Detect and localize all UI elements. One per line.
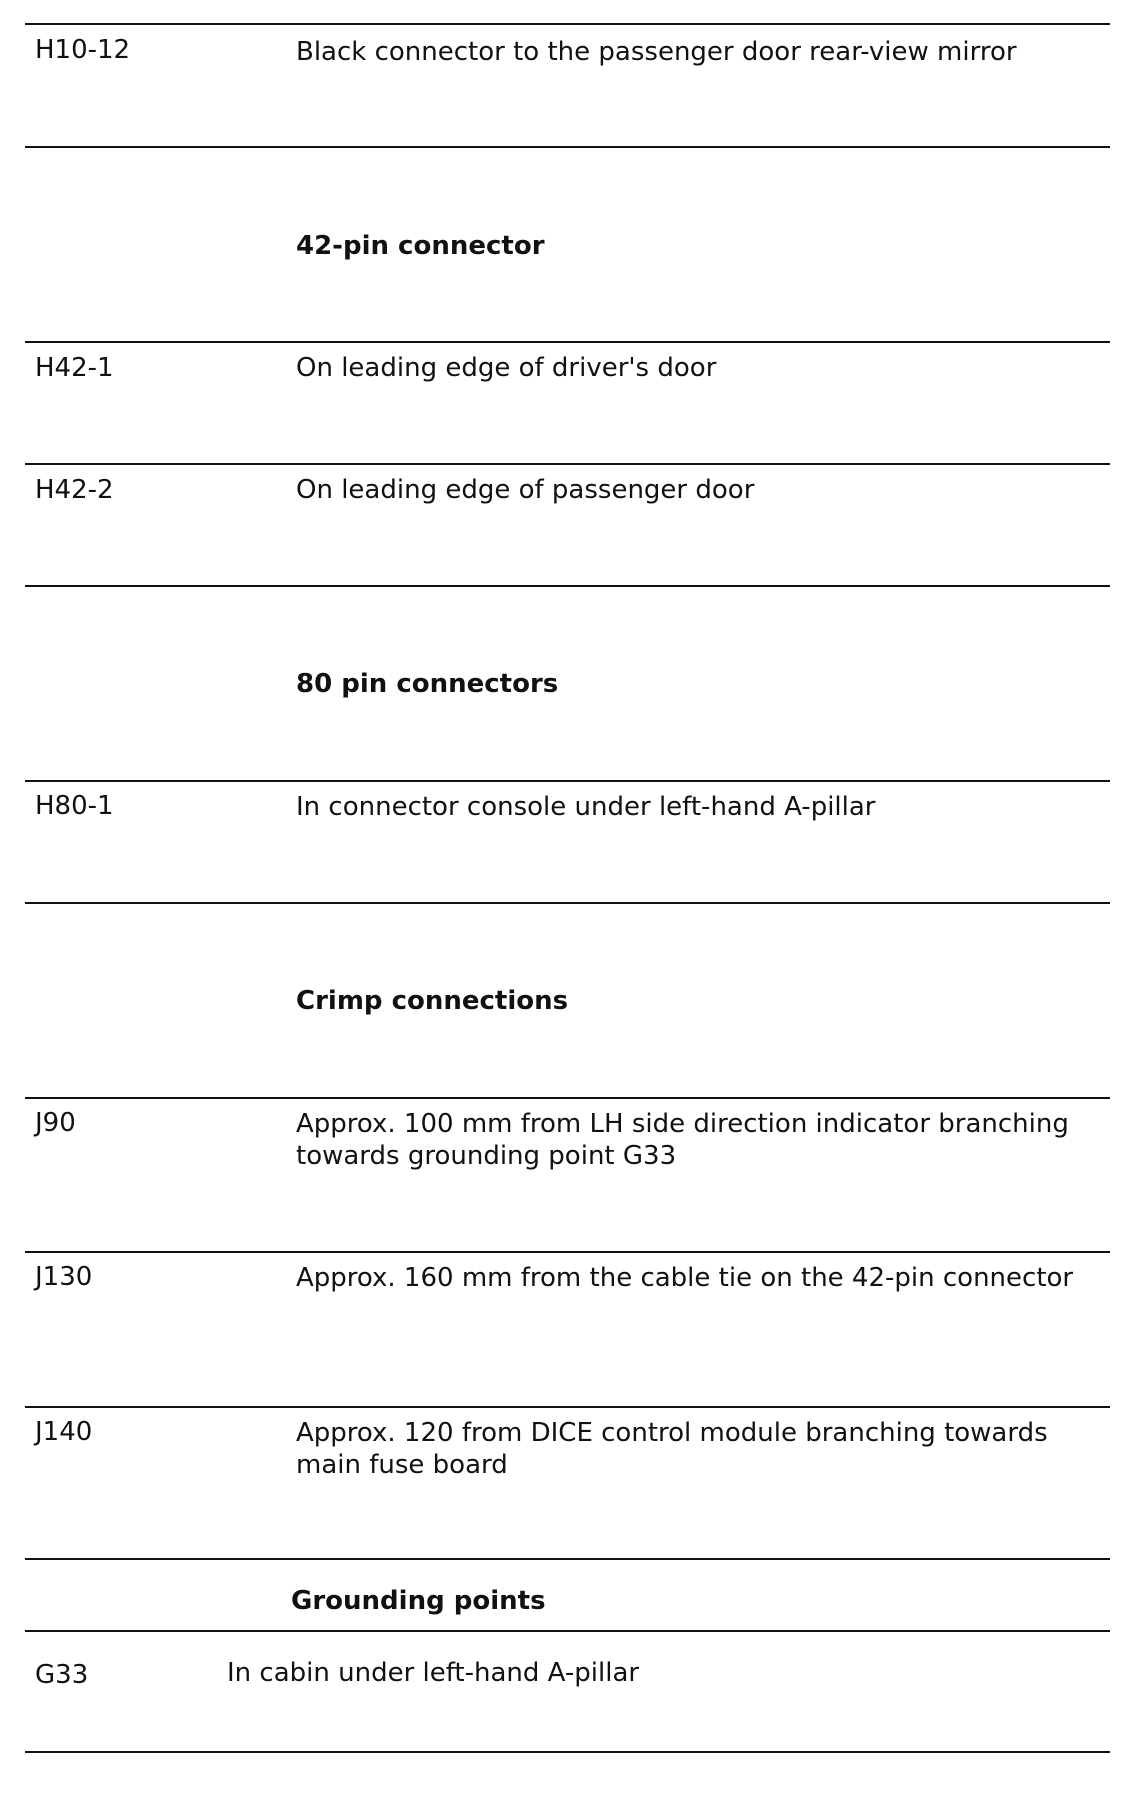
connector-location: In connector console under left-hand A-pillar [296,792,876,822]
section-heading: 80 pin connectors [296,669,559,699]
divider-line [25,463,1110,465]
connector-location: Approx. 100 mm from LH side direction indicator branching towards grounding point G33 [296,1109,1069,1171]
divider-line [25,1558,1110,1560]
section-heading: 42-pin connector [296,231,545,261]
connector-code: G33 [35,1660,89,1690]
divider-line [25,1630,1110,1632]
connector-location: On leading edge of driver's door [296,353,717,383]
divider-line [25,1751,1110,1753]
connector-code: J140 [35,1417,93,1447]
section-heading: Crimp connections [296,986,569,1016]
connector-location: Approx. 120 from DICE control module branching towards main fuse board [296,1418,1048,1480]
section-heading: Grounding points [291,1586,546,1616]
connector-code: J90 [35,1108,76,1138]
divider-line [25,1097,1110,1099]
divider-line [25,1251,1110,1253]
divider-line [25,341,1110,343]
connector-code: H42-1 [35,353,114,383]
connector-location: Approx. 160 mm from the cable tie on the 42-pin connector [296,1263,1074,1293]
connector-code: H42-2 [35,475,114,505]
divider-line [25,902,1110,904]
divider-line [25,585,1110,587]
connector-location: On leading edge of passenger door [296,475,755,505]
connector-code: J130 [35,1262,93,1292]
connector-code: H80-1 [35,791,114,821]
divider-line [25,1406,1110,1408]
connector-code: H10-12 [35,35,131,65]
divider-line [25,146,1110,148]
divider-line [25,23,1110,25]
divider-line [25,780,1110,782]
connector-location: Black connector to the passenger door rear-view mirror [296,37,1017,67]
connector-location: In cabin under left-hand A-pillar [227,1658,640,1688]
